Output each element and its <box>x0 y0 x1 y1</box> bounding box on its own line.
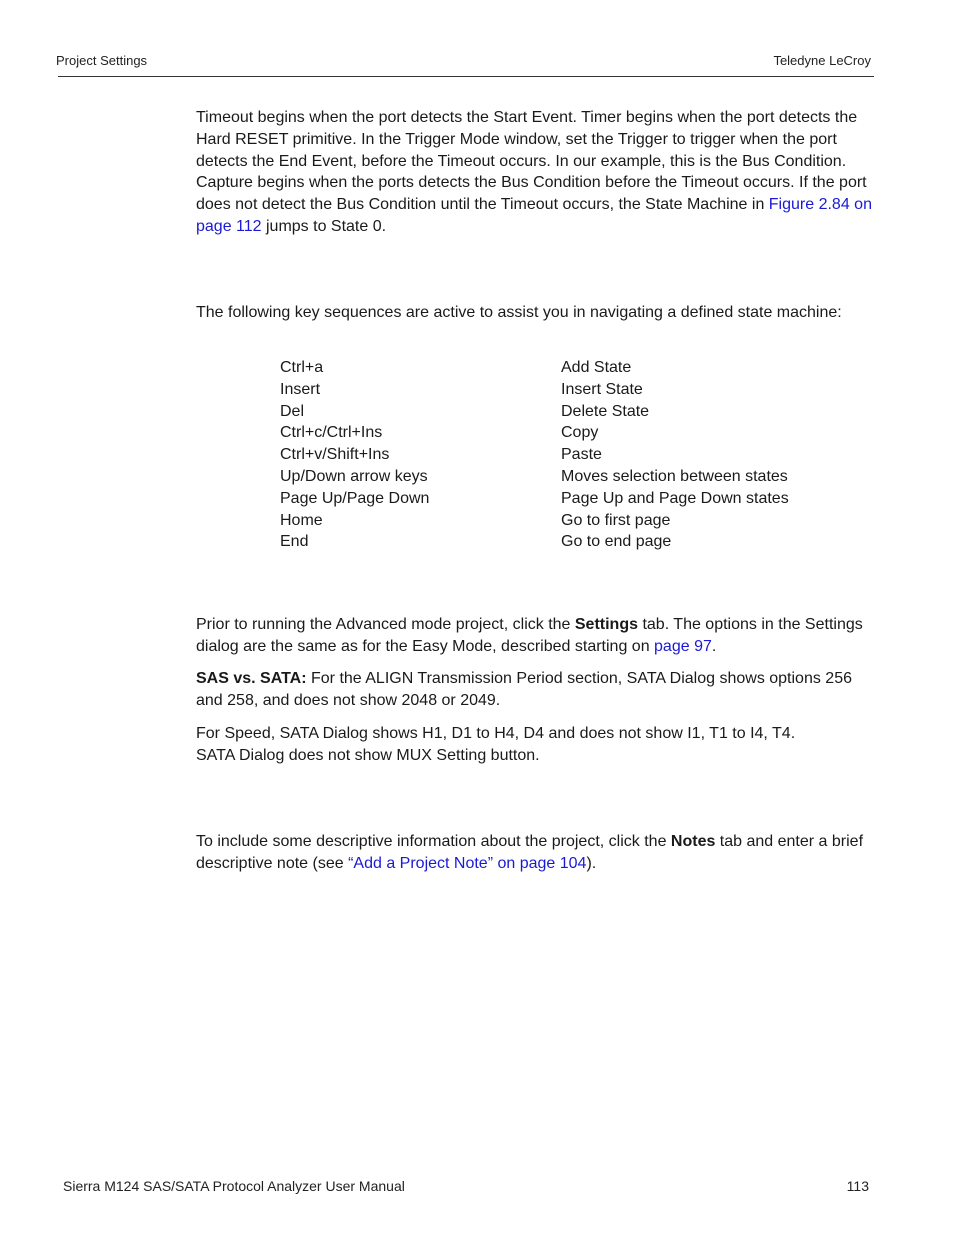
key-action: Paste <box>561 446 602 464</box>
key-action: Go to first page <box>561 511 671 529</box>
key-combination: Del <box>280 402 305 420</box>
settings-paragraph <box>196 614 876 658</box>
key-combination: Ctrl+c/Ctrl+Ins <box>280 424 383 442</box>
key-sequence-row <box>280 531 840 553</box>
key-sequence-row <box>280 466 840 488</box>
timeout-text-2: jumps to State 0. <box>261 217 387 235</box>
key-action: Page Up and Page Down states <box>561 489 789 507</box>
key-combination: Ctrl+v/Shift+Ins <box>280 446 390 464</box>
notes-paragraph <box>196 831 876 875</box>
key-combination: Insert <box>280 380 321 398</box>
key-combination: Ctrl+a <box>280 359 324 376</box>
settings-text-3: . <box>711 637 717 655</box>
settings-text-1: Prior to running the Advanced mode project, click the <box>196 616 575 633</box>
key-combination: Up/Down arrow keys <box>280 467 428 485</box>
key-sequence-row <box>280 488 840 510</box>
speed-paragraph <box>196 723 876 767</box>
key-sequence-row <box>280 444 840 466</box>
project-note-link[interactable]: “Add a Project Note” on page 104 <box>348 854 587 872</box>
key-action: Moves selection between states <box>561 467 788 485</box>
key-action: Copy <box>561 424 599 442</box>
key-sequence-row <box>280 401 840 423</box>
sas-sata-label: SAS vs. SATA: <box>196 670 307 687</box>
key-action: Add State <box>561 359 632 376</box>
key-sequence-row <box>280 510 840 532</box>
speed-line-2: SATA Dialog does not show MUX Setting button. <box>196 746 540 764</box>
settings-tab-name: Settings <box>574 616 638 633</box>
keys-intro: The following key sequences are active to assist you in navigating a defined state machine: <box>196 304 842 321</box>
key-action: Go to end page <box>561 533 672 551</box>
notes-text-2: tab and enter a brief descriptive note (see <box>196 833 864 872</box>
key-sequence-row <box>280 422 840 444</box>
key-sequence-table <box>280 357 840 553</box>
sas-sata-text: For the ALIGN Transmission Period section, SATA Dialog shows options 256 and 258, and does not show 2048 or 2049. <box>196 670 852 709</box>
header-divider <box>58 76 874 77</box>
key-sequence-row <box>280 357 840 379</box>
sas-sata-paragraph <box>196 668 876 712</box>
key-combination: Page Up/Page Down <box>280 489 430 507</box>
timeout-text-1: Timeout begins when the port detects the Start Event. Timer begins when the port detects the Hard RESET primitive. In the Trigger Mode window, set the Trigger to trigger when the port detects the End Event, before the Timeout occurs. In our example, this is the Bus Condition. Capture begins when the ports detects the Bus Condition before the Timeout occurs. If the port does not detect the Bus Condition until the Timeout occurs, the State Machine in <box>196 109 867 214</box>
page-97-link[interactable]: page 97 <box>654 637 712 655</box>
notes-text-3: ). <box>586 854 597 872</box>
timeout-paragraph <box>196 107 876 238</box>
key-action: Insert State <box>561 380 643 398</box>
speed-line-1: For Speed, SATA Dialog shows H1, D1 to H4, D4 and does not show I1, T1 to I4, T4. <box>196 725 796 742</box>
notes-text-1: To include some descriptive information about the project, click the <box>196 833 671 850</box>
notes-tab-name: Notes <box>670 833 716 850</box>
key-sequence-row <box>280 379 840 401</box>
running-header-brand: Teledyne LeCroy <box>773 53 871 68</box>
key-combination: Home <box>280 511 323 529</box>
figure-link[interactable]: Figure 2.84 on page 112 <box>196 196 872 235</box>
footer-manual-title: Sierra M124 SAS/SATA Protocol Analyzer User Manual <box>63 1178 405 1194</box>
key-action: Delete State <box>561 402 650 420</box>
footer-page-number: 113 <box>846 1178 869 1194</box>
running-header-section: Project Settings <box>56 53 148 68</box>
settings-text-2: tab. The options in the Settings dialog are the same as for the Easy Mode, described starting on <box>196 616 863 655</box>
key-combination: End <box>280 533 309 551</box>
